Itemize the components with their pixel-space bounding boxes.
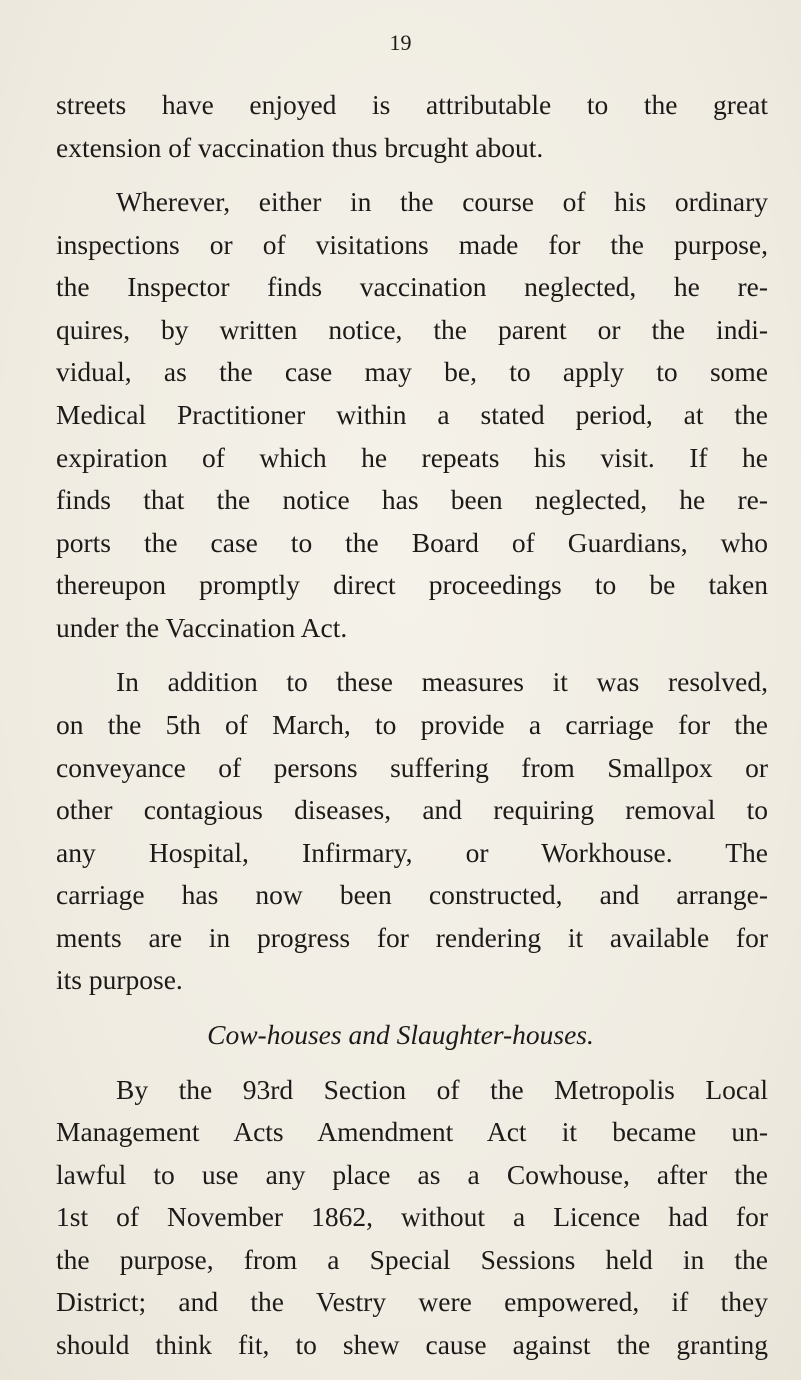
text-line: quires, by written notice, the parent or the indi- <box>56 314 768 345</box>
text-line: inspections or of visitations made for the purpose, <box>56 229 768 260</box>
text-line: carriage has now been constructed, and arrange- <box>56 879 768 910</box>
text-line: the purpose, from a Special Sessions held in the <box>56 1244 768 1275</box>
text-line: should think fit, to shew cause against the granting <box>56 1329 768 1360</box>
text-line: on the 5th of March, to provide a carriage for the <box>56 709 768 740</box>
text-line: ments are in progress for rendering it available for <box>56 922 768 953</box>
text-line: extension of vaccination thus brcught about. <box>56 132 544 163</box>
text-line: under the Vaccination Act. <box>56 612 348 643</box>
text-line: District; and the Vestry were empowered, if they <box>56 1286 768 1317</box>
text-line: By the 93rd Section of the Metropolis Local <box>116 1074 768 1105</box>
text-line: conveyance of persons suffering from Smallpox or <box>56 752 768 783</box>
text-line: other contagious diseases, and requiring removal to <box>56 794 768 825</box>
text-line: In addition to these measures it was resolved, <box>116 666 768 697</box>
text-line: finds that the notice has been neglected, he re- <box>56 484 768 515</box>
text-line: its purpose. <box>56 964 183 995</box>
text-line: vidual, as the case may be, to apply to some <box>56 356 768 387</box>
text-line: ports the case to the Board of Guardians, who <box>56 527 768 558</box>
text-line: Management Acts Amendment Act it became un- <box>56 1116 768 1147</box>
section-heading: Cow-houses and Slaughter-houses. <box>207 1019 594 1050</box>
text-line: Wherever, either in the course of his ordinary <box>116 186 768 217</box>
text-line: any Hospital, Infirmary, or Workhouse. The <box>56 837 768 868</box>
text-line: thereupon promptly direct proceedings to be taken <box>56 569 768 600</box>
text-line: lawful to use any place as a Cowhouse, after the <box>56 1159 768 1190</box>
text-line: 1st of November 1862, without a Licence had for <box>56 1201 768 1232</box>
text-line: the Inspector finds vaccination neglected, he re- <box>56 271 768 302</box>
text-line: streets have enjoyed is attributable to the great <box>56 89 768 120</box>
text-line: Medical Practitioner within a stated period, at the <box>56 399 768 430</box>
page-number: 19 <box>389 30 412 55</box>
text-line: expiration of which he repeats his visit. If he <box>56 442 768 473</box>
